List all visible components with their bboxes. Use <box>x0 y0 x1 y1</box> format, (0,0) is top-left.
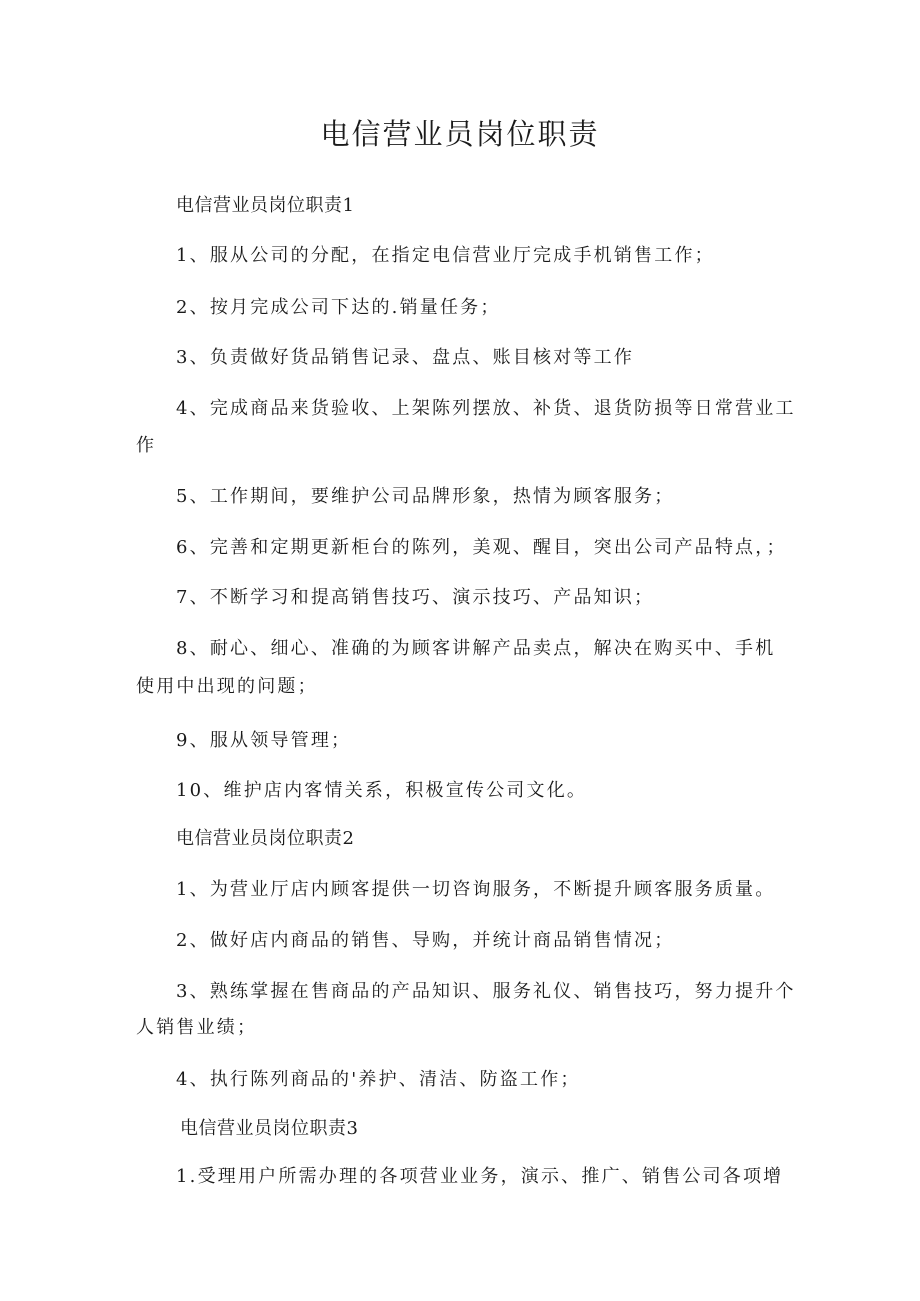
list-item: 7、不断学习和提高销售技巧、演示技巧、产品知识； <box>176 587 655 608</box>
list-item-continuation: 作 <box>136 435 157 456</box>
list-item: 6、完善和定期更新柜台的陈列，美观、醒目，突出公司产品特点，； <box>176 537 787 558</box>
list-item: 1、服从公司的分配，在指定电信营业厅完成手机销售工作； <box>176 245 715 266</box>
list-item-continuation: 人销售业绩； <box>136 1017 258 1038</box>
section-heading-1: 电信营业员岗位职责1 <box>176 195 355 216</box>
list-item: 5、工作期间，要维护公司品牌形象，热情为顾客服务； <box>176 486 675 507</box>
list-item: 1、为营业厅店内顾客提供一切咨询服务，不断提升顾客服务质量。 <box>176 879 776 900</box>
document-title: 电信营业员岗位职责 <box>320 117 600 151</box>
list-item: 2、做好店内商品的销售、导购，并统计商品销售情况； <box>176 930 675 951</box>
list-item: 3、负责做好货品销售记录、盘点、账目核对等工作 <box>176 347 635 368</box>
list-item: 2、按月完成公司下达的.销量任务； <box>176 297 501 318</box>
list-item: 4、执行陈列商品的'养护、清洁、防盗工作； <box>176 1069 581 1090</box>
list-item: 4、完成商品来货验收、上架陈列摆放、补货、退货防损等日常营业工 <box>176 398 796 419</box>
list-item: 8、耐心、细心、准确的为顾客讲解产品卖点，解决在购买中、手机 <box>176 638 776 659</box>
section-heading-3: 电信营业员岗位职责3 <box>180 1118 359 1139</box>
list-item: 9、服从领导管理； <box>176 730 352 751</box>
list-item-continuation: 使用中出现的问题； <box>136 676 318 697</box>
list-item: 10、维护店内客情关系，积极宣传公司文化。 <box>176 780 588 801</box>
list-item: 3、熟练掌握在售商品的产品知识、服务礼仪、销售技巧，努力提升个 <box>176 981 796 1002</box>
list-item: 1.受理用户所需办理的各项营业业务，演示、推广、销售公司各项增 <box>176 1166 784 1187</box>
section-heading-2: 电信营业员岗位职责2 <box>176 828 355 849</box>
